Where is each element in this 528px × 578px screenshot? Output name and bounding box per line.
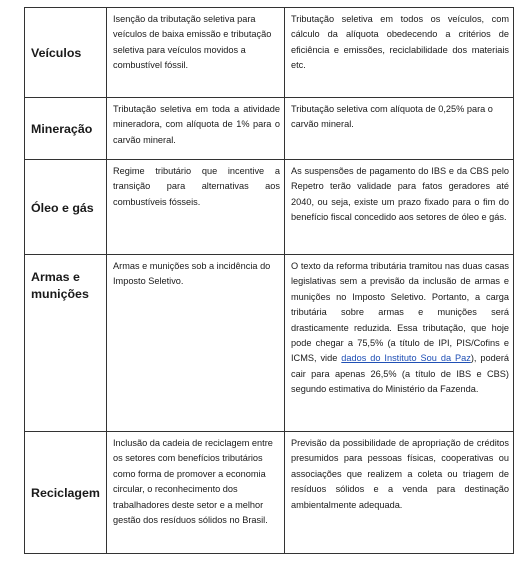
- proposal-cell: Tributação seletiva em toda a atividade mineradora, com alíquota de 1% para o carvão mineral.: [107, 98, 285, 160]
- table-row: [25, 8, 514, 98]
- row-label: Veículos: [25, 8, 107, 98]
- comparison-table: [24, 7, 514, 554]
- outcome-text: ), poderá cair para apenas 26,5% (a título de IBS e CBS) segundo estimativa do Ministério da Fazenda.: [291, 353, 510, 395]
- row-label: Reciclagem: [25, 432, 107, 554]
- table-row: [25, 160, 514, 255]
- outcome-cell: [285, 255, 514, 432]
- table-row: [25, 255, 514, 432]
- outcome-cell: As suspensões de pagamento do IBS e da CBS pelo Repetro terão validade para fatos geradores até 2040, ou seja, existe um prazo fixado para o fim do benefício fiscal concedido aos setores de óleo e gás.: [285, 160, 514, 255]
- row-label-line: Armas e: [31, 270, 80, 284]
- outcome-cell: Tributação seletiva em todos os veículos, com cálculo da alíquota obedecendo a critérios de eficiência e emissões, reciclabilidade dos materiais etc.: [285, 8, 514, 98]
- row-label: [25, 255, 107, 432]
- proposal-cell: Armas e munições sob a incidência do Imposto Seletivo.: [107, 255, 285, 432]
- outcome-text: O texto da reforma tributária tramitou nas duas casas legislativas sem a previsão da inclusão de armas e munições no Imposto Seletivo. Portanto, a carga tributária sobre armas e munições será drasticamente reduzida. Essa tributação, que hoje pode chegar a 75,5% (a título de IPI, PIS/Cofins e ICMS, vide: [291, 261, 509, 364]
- proposal-cell: Isenção da tributação seletiva para veículos de baixa emissão e tributação seletiva para veículos movidos a combustível fóssil.: [107, 8, 285, 98]
- proposal-cell: Regime tributário que incentive a transição para alternativas aos combustíveis fósseis.: [107, 160, 285, 255]
- table-row: [25, 432, 514, 554]
- table-row: [25, 98, 514, 160]
- outcome-cell: Tributação seletiva com alíquota de 0,25% para o carvão mineral.: [285, 98, 514, 160]
- row-label: Óleo e gás: [25, 160, 107, 255]
- proposal-cell: Inclusão da cadeia de reciclagem entre os setores com benefícios tributários como forma de promover a economia circular, o reconhecimento dos trabalhadores deste setor e a melhor gestão dos resíduos sólidos no Brasil.: [107, 432, 285, 554]
- row-label: Mineração: [25, 98, 107, 160]
- outcome-cell: Previsão da possibilidade de apropriação de créditos presumidos para pessoas físicas, cooperativas ou associações que realizem a coleta ou triagem de resíduos sólidos e a venda para destinação ambientalmente adequada.: [285, 432, 514, 554]
- source-link[interactable]: dados do Instituto Sou da Paz: [341, 353, 471, 364]
- row-label-line: munições: [31, 287, 89, 301]
